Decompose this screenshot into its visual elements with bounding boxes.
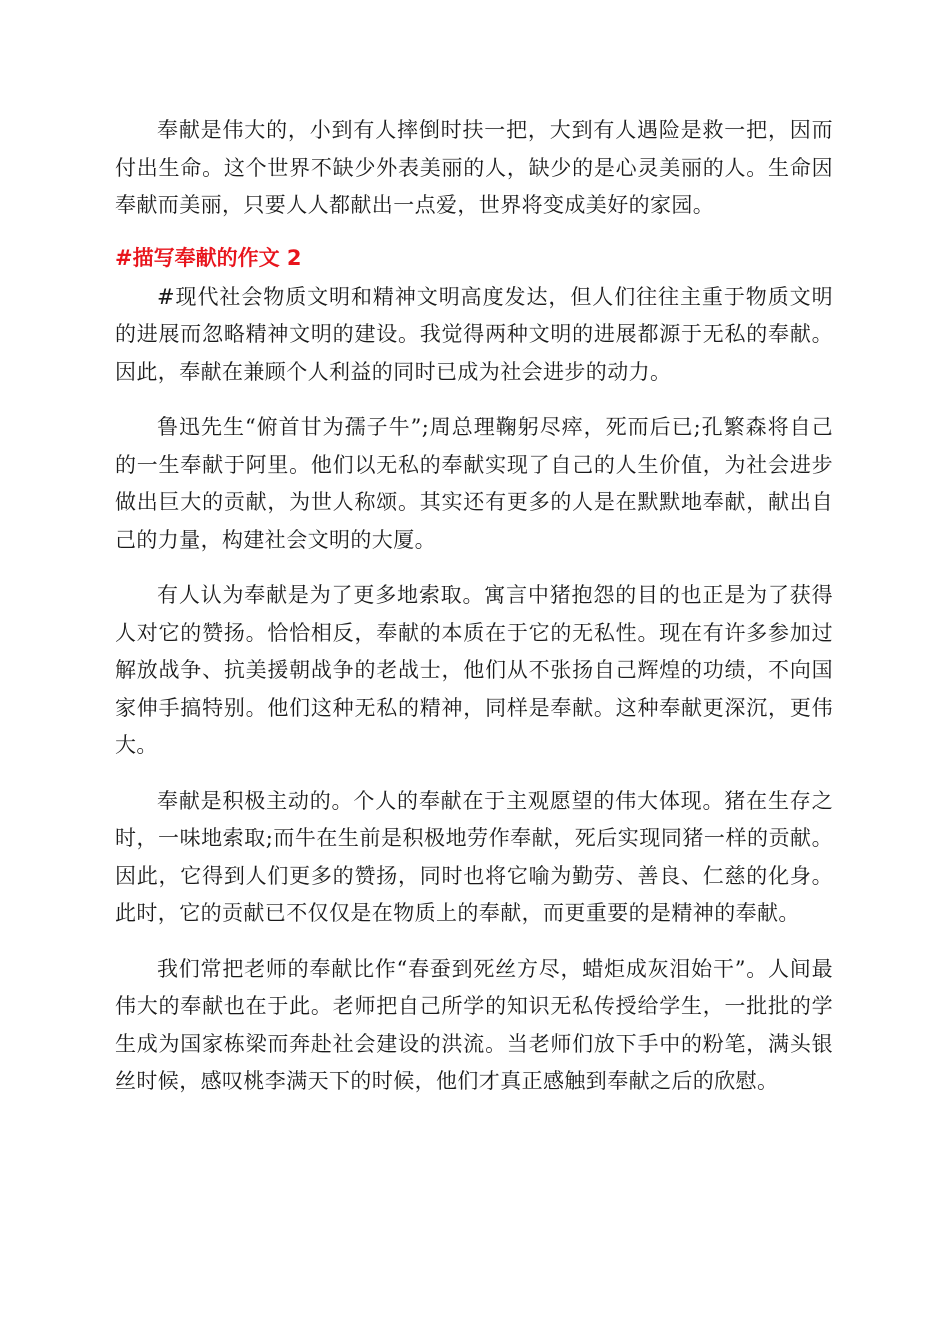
paragraph-2: 鲁迅先生“俯首甘为孺子牛”;周总理鞠躬尽瘁，死而后已;孔繁森将自己的一生奉献于阿里。他们以无私的奉献实现了自己的人生价值，为社会进步做出巨大的贡献，为世人称颂。其实还有更多的人是在默默地奉献，献出自己的力量，构建社会文明的大厦。 [115,415,833,552]
document-body [115,112,833,1119]
paragraph-5: 我们常把老师的奉献比作“春蚕到死丝方尽，蜡炬成灰泪始干”。人间最伟大的奉献也在于此。老师把自己所学的知识无私传授给学生，一批批的学生成为国家栋梁而奔赴社会建设的洪流。当老师们放下手中的粉笔，满头银丝时候，感叹桃李满天下的时候，他们才真正感触到奉献之后的欣慰。 [115,956,833,1093]
paragraph-1: #现代社会物质文明和精神文明高度发达，但人们往往主重于物质文明的进展而忽略精神文明的建设。我觉得两种文明的进展都源于无私的奉献。因此，奉献在兼顾个人利益的同时已成为社会进步的动力。 [115,284,833,384]
paragraph-intro-conclusion: 奉献是伟大的，小到有人摔倒时扶一把，大到有人遇险是救一把，因而付出生命。这个世界不缺少外表美丽的人，缺少的是心灵美丽的人。生命因奉献而美丽，只要人人都献出一点爱，世界将变成美好的家园。 [115,118,833,217]
paragraph-4: 奉献是积极主动的。个人的奉献在于主观愿望的伟大体现。猪在生存之时，一味地索取;而牛在生前是积极地劳作奉献，死后实现同猪一样的贡献。因此，它得到人们更多的赞扬，同时也将它喻为勤劳、善良、仁慈的化身。此时，它的贡献已不仅仅是在物质上的奉献，而更重要的是精神的奉献。 [115,788,833,925]
section-heading: #描写奉献的作文 2 [115,245,302,270]
paragraph-3: 有人认为奉献是为了更多地索取。寓言中猪抱怨的目的也正是为了获得人对它的赞扬。恰恰相反，奉献的本质在于它的无私性。现在有许多参加过解放战争、抗美援朝战争的老战士，他们从不张扬自己辉煌的功绩，不向国家伸手搞特别。他们这种无私的精神，同样是奉献。这种奉献更深沉，更伟大。 [115,583,833,757]
